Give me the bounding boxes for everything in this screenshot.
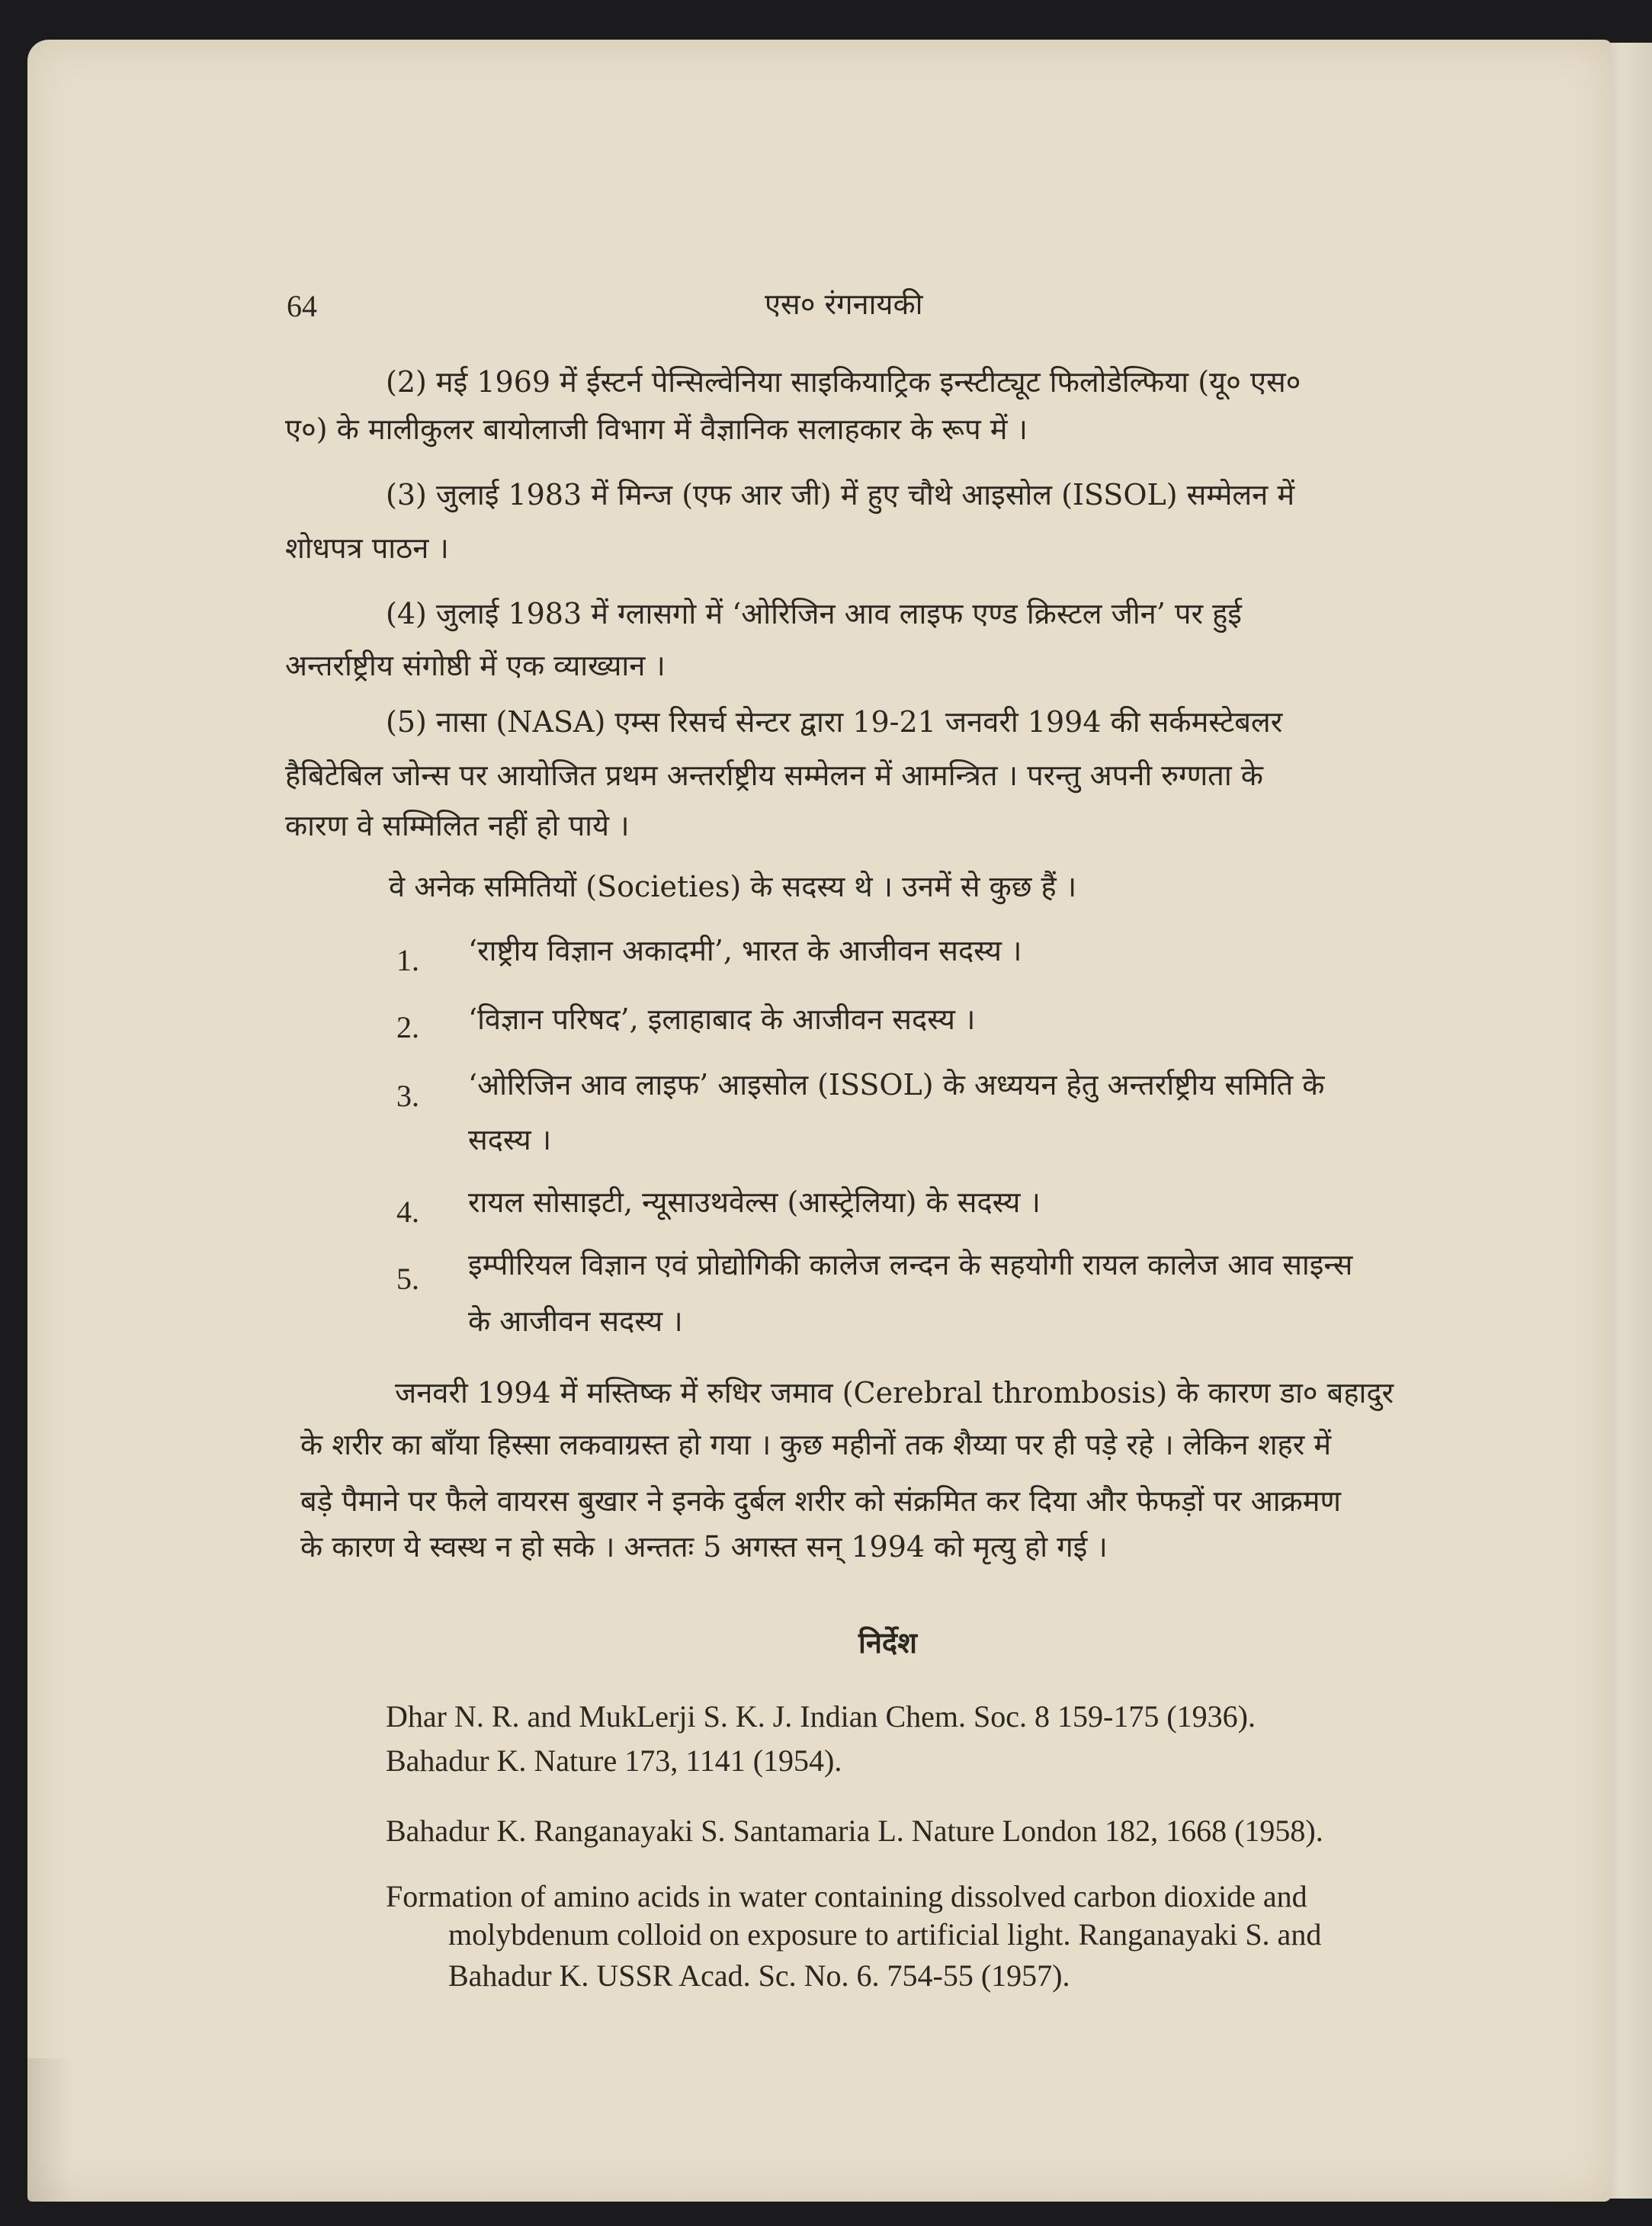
society-number: 2. xyxy=(396,1010,419,1044)
death-paragraph-line-1: जनवरी 1994 में मस्तिष्क में रुधिर जमाव (Cerebral thrombosis) के कारण डा० बहादुर xyxy=(395,1376,1394,1410)
death-paragraph-line-4: के कारण ये स्वस्थ न हो सके । अन्ततः 5 अगस्त सन् 1994 को मृत्यु हो गई । xyxy=(300,1530,1108,1564)
society-item: इम्पीरियल विज्ञान एवं प्रोद्योगिकी कालेज लन्दन के सहयोगी रायल कालेज आव साइन्स xyxy=(468,1248,1353,1281)
society-item: रायल सोसाइटी, न्यूसाउथवेल्स (आस्ट्रेलिया) के सदस्य । xyxy=(468,1185,1041,1219)
event-3-line-1: (3) जुलाई 1983 में मिन्ज (एफ आर जी) में हुए चौथे आइसोल (ISSOL) सम्मेलन में xyxy=(386,478,1295,512)
society-item: ‘राष्ट्रीय विज्ञान अकादमी’, भारत के आजीवन सदस्य । xyxy=(468,934,1022,967)
event-4-line-2: अन्तर्राष्ट्रीय संगोष्ठी में एक व्याख्यान । xyxy=(285,649,666,682)
society-number: 4. xyxy=(396,1195,419,1229)
society-number: 3. xyxy=(396,1079,419,1113)
event-3-line-2: शोधपत्र पाठन । xyxy=(285,531,449,565)
reference-line-continuation: Bahadur K. USSR Acad. Sc. No. 6. 754-55 (1957). xyxy=(448,1958,1070,1993)
event-5-line-3: कारण वे सम्मिलित नहीं हो पाये । xyxy=(285,809,630,842)
page-corner-shadow xyxy=(27,2058,73,2203)
event-4-line-1: (4) जुलाई 1983 में ग्लासगो में ‘ओरिजिन आव लाइफ एण्ड क्रिस्टल जीन’ पर हुई xyxy=(386,597,1242,630)
running-title: एस० रंगनायकी xyxy=(765,287,923,321)
event-5-line-2: हैबिटेबिल जोन्स पर आयोजित प्रथम अन्तर्राष्ट्रीय सम्मेलन में आमन्त्रित । परन्तु अपनी रुग्णता के xyxy=(285,759,1263,792)
death-paragraph-line-3: बड़े पैमाने पर फैले वायरस बुखार ने इनके दुर्बल शरीर को संक्रमित कर दिया और फेफड़ों पर आक्रमण xyxy=(300,1484,1341,1518)
reference-line: Dhar N. R. and MukLerji S. K. J. Indian Chem. Soc. 8 159-175 (1936). xyxy=(386,1699,1256,1734)
society-number: 1. xyxy=(396,943,419,977)
page-number: 64 xyxy=(287,289,317,323)
society-item-continuation: सदस्य । xyxy=(468,1123,552,1156)
references-heading: निर्देश xyxy=(858,1625,917,1660)
death-paragraph-line-2: के शरीर का बाँया हिस्सा लकवाग्रस्त हो गया । कुछ महीनों तक शैय्या पर ही पड़े रहे । लेकिन शहर में xyxy=(300,1428,1332,1461)
society-item-continuation: के आजीवन सदस्य । xyxy=(468,1304,683,1338)
societies-intro: वे अनेक समितियों (Societies) के सदस्य थे । उनमें से कुछ हैं । xyxy=(389,870,1077,903)
reference-line-continuation: molybdenum colloid on exposure to artificial light. Ranganayaki S. and xyxy=(448,1917,1322,1952)
society-number: 5. xyxy=(396,1262,419,1296)
event-2-line-1: (2) मई 1969 में ईस्टर्न पेन्सिल्वेनिया साइकियाट्रिक इन्स्टीट्यूट फिलोडेल्फिया (यू० एस० xyxy=(386,365,1301,399)
event-2-line-2: ए०) के मालीकुलर बायोलाजी विभाग में वैज्ञानिक सलाहकार के रूप में । xyxy=(285,412,1028,446)
reference-line: Bahadur K. Ranganayaki S. Santamaria L. Nature London 182, 1668 (1958). xyxy=(386,1814,1323,1848)
event-5-line-1: (5) नासा (NASA) एम्स रिसर्च सेन्टर द्वारा 19-21 जनवरी 1994 की सर्कमस्टेबलर xyxy=(386,705,1283,739)
society-item: ‘विज्ञान परिषद’, इलाहाबाद के आजीवन सदस्य । xyxy=(468,1002,976,1036)
reference-line: Bahadur K. Nature 173, 1141 (1954). xyxy=(386,1743,842,1778)
reference-line: Formation of amino acids in water containing dissolved carbon dioxide and xyxy=(386,1879,1307,1913)
society-item: ‘ओरिजिन आव लाइफ’ आइसोल (ISSOL) के अध्ययन हेतु अन्तर्राष्ट्रीय समिति के xyxy=(468,1068,1325,1102)
